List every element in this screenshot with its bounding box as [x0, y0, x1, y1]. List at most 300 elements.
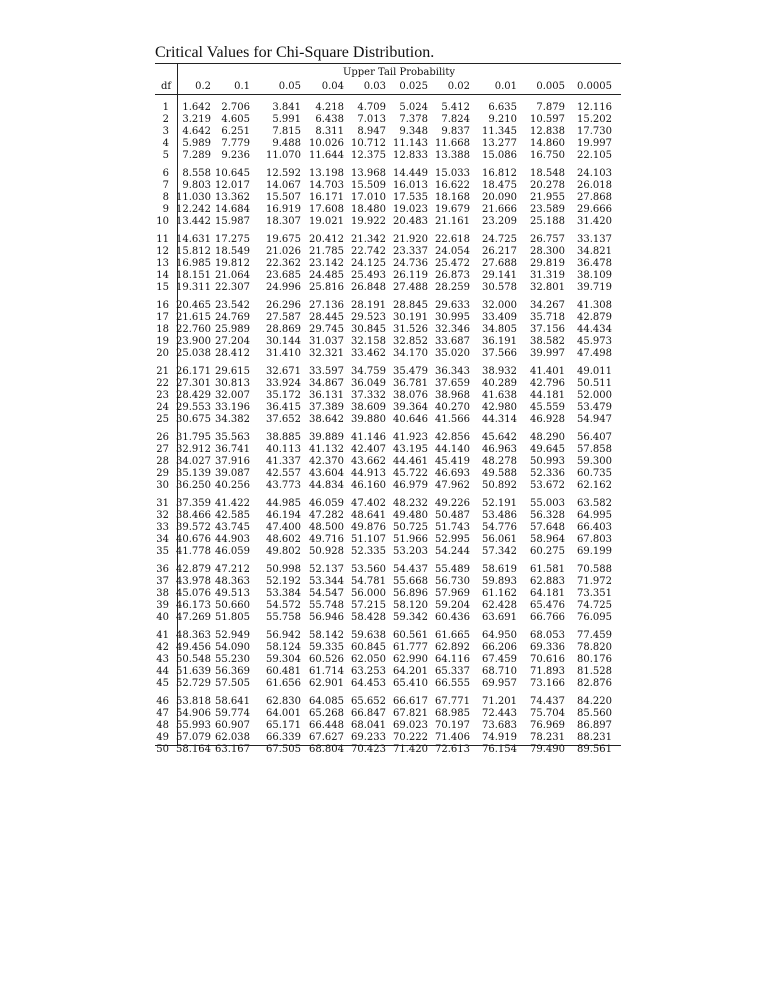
critical-value-cell: 36.343 — [435, 366, 470, 377]
critical-value-cell: 59.300 — [577, 456, 612, 467]
critical-value-cell: 9.348 — [399, 126, 428, 137]
critical-value-cell: 7.378 — [399, 114, 428, 125]
critical-value-cell: 71.893 — [530, 666, 565, 677]
critical-value-cell: 48.641 — [351, 510, 386, 521]
df-cell: 3 — [162, 126, 169, 137]
critical-value-cell: 71.201 — [482, 696, 517, 707]
df-cell: 44 — [156, 666, 169, 677]
critical-value-cell: 24.125 — [351, 258, 386, 269]
table-row — [155, 126, 621, 138]
critical-value-cell: 67.627 — [309, 732, 344, 743]
table-row — [155, 180, 621, 192]
critical-value-cell: 15.033 — [435, 168, 470, 179]
critical-value-cell: 37.332 — [351, 390, 386, 401]
critical-value-cell: 47.402 — [351, 498, 386, 509]
critical-value-cell: 15.812 — [176, 246, 211, 257]
critical-value-cell: 41.638 — [482, 390, 517, 401]
critical-value-cell: 46.963 — [482, 444, 517, 455]
df-cell: 27 — [156, 444, 169, 455]
critical-value-cell: 36.415 — [266, 402, 301, 413]
critical-value-cell: 72.443 — [482, 708, 517, 719]
table-row — [155, 366, 621, 378]
critical-value-cell: 63.582 — [577, 498, 612, 509]
critical-value-cell: 30.144 — [266, 336, 301, 347]
critical-value-cell: 49.011 — [577, 366, 612, 377]
critical-value-cell: 9.236 — [221, 150, 250, 161]
critical-value-cell: 18.548 — [530, 168, 565, 179]
df-cell: 34 — [156, 534, 169, 545]
critical-value-cell: 23.209 — [482, 216, 517, 227]
critical-value-cell: 29.666 — [577, 204, 612, 215]
df-cell: 37 — [156, 576, 169, 587]
critical-value-cell: 67.459 — [482, 654, 517, 665]
critical-value-cell: 26.873 — [435, 270, 470, 281]
critical-value-cell: 24.769 — [215, 312, 250, 323]
table-row — [155, 378, 621, 390]
table-row — [155, 612, 621, 624]
critical-value-cell: 70.588 — [577, 564, 612, 575]
critical-value-cell: 28.259 — [435, 282, 470, 293]
critical-value-cell: 47.282 — [309, 510, 344, 521]
critical-value-cell: 28.845 — [393, 300, 428, 311]
critical-value-cell: 20.465 — [176, 300, 211, 311]
df-cell: 36 — [156, 564, 169, 575]
critical-value-cell: 25.038 — [176, 348, 211, 359]
critical-value-cell: 20.278 — [530, 180, 565, 191]
critical-value-cell: 61.777 — [393, 642, 428, 653]
critical-value-cell: 34.805 — [482, 324, 517, 335]
critical-value-cell: 70.423 — [351, 744, 386, 755]
critical-value-cell: 20.090 — [482, 192, 517, 203]
df-cell: 23 — [156, 390, 169, 401]
critical-value-cell: 41.132 — [309, 444, 344, 455]
critical-value-cell: 66.206 — [482, 642, 517, 653]
table-row — [155, 498, 621, 510]
critical-value-cell: 32.912 — [176, 444, 211, 455]
critical-value-cell: 13.277 — [482, 138, 517, 149]
critical-value-cell: 50.892 — [482, 480, 517, 491]
critical-value-cell: 34.821 — [577, 246, 612, 257]
critical-value-cell: 46.059 — [215, 546, 250, 557]
critical-value-cell: 63.253 — [351, 666, 386, 677]
critical-value-cell: 61.656 — [266, 678, 301, 689]
critical-value-cell: 56.946 — [309, 612, 344, 623]
critical-value-cell: 48.232 — [393, 498, 428, 509]
critical-value-cell: 59.304 — [266, 654, 301, 665]
critical-value-cell: 37.389 — [309, 402, 344, 413]
critical-value-cell: 6.438 — [315, 114, 344, 125]
critical-value-cell: 21.955 — [530, 192, 565, 203]
critical-value-cell: 11.345 — [482, 126, 517, 137]
critical-value-cell: 16.013 — [393, 180, 428, 191]
critical-value-cell: 4.605 — [221, 114, 250, 125]
critical-value-cell: 40.256 — [215, 480, 250, 491]
critical-value-cell: 55.668 — [393, 576, 428, 587]
critical-value-cell: 59.638 — [351, 630, 386, 641]
critical-value-cell: 55.748 — [309, 600, 344, 611]
critical-value-cell: 49.876 — [351, 522, 386, 533]
critical-value-cell: 74.919 — [482, 732, 517, 743]
critical-value-cell: 44.314 — [482, 414, 517, 425]
table-row — [155, 480, 621, 492]
critical-value-cell: 37.652 — [266, 414, 301, 425]
critical-value-cell: 18.475 — [482, 180, 517, 191]
critical-value-cell: 72.613 — [435, 744, 470, 755]
critical-value-cell: 17.010 — [351, 192, 386, 203]
critical-value-cell: 27.688 — [482, 258, 517, 269]
df-cell: 30 — [156, 480, 169, 491]
critical-value-cell: 46.979 — [393, 480, 428, 491]
critical-value-cell: 14.449 — [393, 168, 428, 179]
critical-value-cell: 52.336 — [530, 468, 565, 479]
critical-value-cell: 26.018 — [577, 180, 612, 191]
table-row — [155, 102, 621, 114]
critical-value-cell: 62.892 — [435, 642, 470, 653]
critical-value-cell: 61.581 — [530, 564, 565, 575]
critical-value-cell: 9.803 — [182, 180, 211, 191]
table-row — [155, 336, 621, 348]
critical-value-cell: 54.547 — [309, 588, 344, 599]
critical-value-cell: 11.668 — [435, 138, 470, 149]
df-cell: 38 — [156, 588, 169, 599]
critical-value-cell: 69.336 — [530, 642, 565, 653]
critical-value-cell: 33.687 — [435, 336, 470, 347]
table-row — [155, 600, 621, 612]
table-row — [155, 654, 621, 666]
critical-value-cell: 33.462 — [351, 348, 386, 359]
critical-value-cell: 39.364 — [393, 402, 428, 413]
critical-value-cell: 18.307 — [266, 216, 301, 227]
df-cell: 16 — [156, 300, 169, 311]
critical-value-cell: 60.907 — [215, 720, 250, 731]
critical-value-cell: 9.837 — [441, 126, 470, 137]
table-row — [155, 258, 621, 270]
critical-value-cell: 66.555 — [435, 678, 470, 689]
critical-value-cell: 88.231 — [577, 732, 612, 743]
critical-value-cell: 25.472 — [435, 258, 470, 269]
critical-value-cell: 24.485 — [309, 270, 344, 281]
critical-value-cell: 65.268 — [309, 708, 344, 719]
critical-value-cell: 52.191 — [482, 498, 517, 509]
critical-value-cell: 7.879 — [536, 102, 565, 113]
critical-value-cell: 41.923 — [393, 432, 428, 443]
table-row — [155, 270, 621, 282]
critical-value-cell: 16.985 — [176, 258, 211, 269]
df-column-header: df — [160, 81, 172, 92]
critical-value-cell: 15.509 — [351, 180, 386, 191]
critical-value-cell: 53.479 — [577, 402, 612, 413]
critical-value-cell: 28.300 — [530, 246, 565, 257]
critical-value-cell: 17.608 — [309, 204, 344, 215]
critical-value-cell: 36.478 — [577, 258, 612, 269]
critical-value-cell: 50.725 — [393, 522, 428, 533]
critical-value-cell: 76.154 — [482, 744, 517, 755]
critical-value-cell: 23.542 — [215, 300, 250, 311]
critical-value-cell: 65.171 — [266, 720, 301, 731]
table-row — [155, 312, 621, 324]
critical-value-cell: 25.816 — [309, 282, 344, 293]
critical-value-cell: 89.561 — [577, 744, 612, 755]
critical-value-cell: 43.978 — [176, 576, 211, 587]
critical-value-cell: 12.833 — [393, 150, 428, 161]
critical-value-cell: 56.369 — [215, 666, 250, 677]
critical-value-cell: 10.712 — [351, 138, 386, 149]
critical-value-cell: 38.885 — [266, 432, 301, 443]
df-cell: 32 — [156, 510, 169, 521]
critical-value-cell: 56.730 — [435, 576, 470, 587]
critical-value-cell: 47.962 — [435, 480, 470, 491]
table-row — [155, 630, 621, 642]
critical-value-cell: 42.407 — [351, 444, 386, 455]
critical-value-cell: 34.759 — [351, 366, 386, 377]
critical-value-cell: 44.140 — [435, 444, 470, 455]
critical-value-cell: 4.709 — [357, 102, 386, 113]
critical-value-cell: 82.876 — [577, 678, 612, 689]
table-row — [155, 564, 621, 576]
critical-value-cell: 40.646 — [393, 414, 428, 425]
critical-value-cell: 27.488 — [393, 282, 428, 293]
critical-value-cell: 54.906 — [176, 708, 211, 719]
critical-value-cell: 57.342 — [482, 546, 517, 557]
critical-value-cell: 44.434 — [577, 324, 612, 335]
critical-value-cell: 42.585 — [215, 510, 250, 521]
table-row — [155, 414, 621, 426]
critical-value-cell: 26.296 — [266, 300, 301, 311]
df-cell: 9 — [162, 204, 169, 215]
critical-value-cell: 21.666 — [482, 204, 517, 215]
critical-value-cell: 59.335 — [309, 642, 344, 653]
critical-value-cell: 58.124 — [266, 642, 301, 653]
critical-value-cell: 23.142 — [309, 258, 344, 269]
critical-value-cell: 38.076 — [393, 390, 428, 401]
critical-value-cell: 35.479 — [393, 366, 428, 377]
critical-value-cell: 14.684 — [215, 204, 250, 215]
critical-value-cell: 60.561 — [393, 630, 428, 641]
critical-value-cell: 35.172 — [266, 390, 301, 401]
critical-value-cell: 25.989 — [215, 324, 250, 335]
critical-value-cell: 68.710 — [482, 666, 517, 677]
critical-value-cell: 60.735 — [577, 468, 612, 479]
critical-value-cell: 27.136 — [309, 300, 344, 311]
critical-value-cell: 75.704 — [530, 708, 565, 719]
critical-value-cell: 18.549 — [215, 246, 250, 257]
critical-value-cell: 26.848 — [351, 282, 386, 293]
critical-value-cell: 58.964 — [530, 534, 565, 545]
critical-value-cell: 62.050 — [351, 654, 386, 665]
critical-value-cell: 16.622 — [435, 180, 470, 191]
critical-value-cell: 56.407 — [577, 432, 612, 443]
critical-value-cell: 50.993 — [530, 456, 565, 467]
critical-value-cell: 17.275 — [215, 234, 250, 245]
critical-value-cell: 68.804 — [309, 744, 344, 755]
critical-value-cell: 50.998 — [266, 564, 301, 575]
critical-value-cell: 79.490 — [530, 744, 565, 755]
critical-value-cell: 36.741 — [215, 444, 250, 455]
critical-value-cell: 64.116 — [435, 654, 470, 665]
critical-value-cell: 14.631 — [176, 234, 211, 245]
probability-header: 0.025 — [399, 81, 428, 92]
critical-value-cell: 41.337 — [266, 456, 301, 467]
critical-value-cell: 54.776 — [482, 522, 517, 533]
critical-value-cell: 54.572 — [266, 600, 301, 611]
critical-value-cell: 7.815 — [272, 126, 301, 137]
critical-value-cell: 49.480 — [393, 510, 428, 521]
critical-value-cell: 7.824 — [441, 114, 470, 125]
df-cell: 20 — [156, 348, 169, 359]
critical-value-cell: 49.588 — [482, 468, 517, 479]
critical-value-cell: 61.714 — [309, 666, 344, 677]
critical-value-cell: 64.453 — [351, 678, 386, 689]
critical-value-cell: 60.481 — [266, 666, 301, 677]
critical-value-cell: 49.645 — [530, 444, 565, 455]
critical-value-cell: 15.507 — [266, 192, 301, 203]
critical-value-cell: 32.000 — [482, 300, 517, 311]
table-row — [155, 246, 621, 258]
critical-value-cell: 7.779 — [221, 138, 250, 149]
critical-value-cell: 36.781 — [393, 378, 428, 389]
critical-value-cell: 51.639 — [176, 666, 211, 677]
critical-value-cell: 22.742 — [351, 246, 386, 257]
critical-value-cell: 46.928 — [530, 414, 565, 425]
critical-value-cell: 4.642 — [182, 126, 211, 137]
df-cell: 39 — [156, 600, 169, 611]
table-row — [155, 678, 621, 690]
df-cell: 14 — [156, 270, 169, 281]
critical-value-cell: 5.024 — [399, 102, 428, 113]
critical-value-cell: 47.400 — [266, 522, 301, 533]
critical-value-cell: 30.578 — [482, 282, 517, 293]
critical-value-cell: 59.342 — [393, 612, 428, 623]
critical-value-cell: 66.403 — [577, 522, 612, 533]
critical-value-cell: 21.785 — [309, 246, 344, 257]
critical-value-cell: 51.743 — [435, 522, 470, 533]
critical-value-cell: 22.105 — [577, 150, 612, 161]
critical-value-cell: 41.422 — [215, 498, 250, 509]
critical-value-cell: 73.683 — [482, 720, 517, 731]
critical-value-cell: 29.553 — [176, 402, 211, 413]
critical-value-cell: 31.037 — [309, 336, 344, 347]
df-cell: 17 — [156, 312, 169, 323]
critical-value-cell: 23.589 — [530, 204, 565, 215]
critical-value-cell: 73.166 — [530, 678, 565, 689]
critical-value-cell: 18.480 — [351, 204, 386, 215]
critical-value-cell: 24.725 — [482, 234, 517, 245]
critical-value-cell: 23.685 — [266, 270, 301, 281]
critical-value-cell: 47.212 — [215, 564, 250, 575]
critical-value-cell: 78.820 — [577, 642, 612, 653]
critical-value-cell: 45.559 — [530, 402, 565, 413]
critical-value-cell: 50.548 — [176, 654, 211, 665]
critical-value-cell: 33.196 — [215, 402, 250, 413]
probability-header: 0.1 — [234, 81, 250, 92]
critical-value-cell: 35.563 — [215, 432, 250, 443]
critical-value-cell: 27.204 — [215, 336, 250, 347]
critical-value-cell: 48.278 — [482, 456, 517, 467]
critical-value-cell: 10.645 — [215, 168, 250, 179]
critical-value-cell: 15.202 — [577, 114, 612, 125]
df-cell: 2 — [162, 114, 169, 125]
critical-value-cell: 62.990 — [393, 654, 428, 665]
df-cell: 28 — [156, 456, 169, 467]
critical-value-cell: 35.020 — [435, 348, 470, 359]
critical-value-cell: 43.195 — [393, 444, 428, 455]
df-cell: 18 — [156, 324, 169, 335]
critical-value-cell: 47.269 — [176, 612, 211, 623]
critical-value-cell: 30.845 — [351, 324, 386, 335]
critical-value-cell: 46.173 — [176, 600, 211, 611]
critical-value-cell: 42.879 — [176, 564, 211, 575]
critical-value-cell: 55.993 — [176, 720, 211, 731]
critical-value-cell: 64.085 — [309, 696, 344, 707]
critical-value-cell: 64.181 — [530, 588, 565, 599]
critical-value-cell: 32.671 — [266, 366, 301, 377]
critical-value-cell: 71.420 — [393, 744, 428, 755]
critical-value-cell: 46.160 — [351, 480, 386, 491]
critical-value-cell: 52.192 — [266, 576, 301, 587]
df-cell: 15 — [156, 282, 169, 293]
critical-value-cell: 76.969 — [530, 720, 565, 731]
critical-value-cell: 64.201 — [393, 666, 428, 677]
critical-value-cell: 37.659 — [435, 378, 470, 389]
critical-value-cell: 18.151 — [176, 270, 211, 281]
critical-value-cell: 40.113 — [266, 444, 301, 455]
table-row — [155, 444, 621, 456]
critical-value-cell: 46.693 — [435, 468, 470, 479]
table-row — [155, 138, 621, 150]
critical-value-cell: 14.703 — [309, 180, 344, 191]
critical-value-cell: 66.617 — [393, 696, 428, 707]
critical-value-cell: 39.087 — [215, 468, 250, 479]
critical-value-cell: 37.566 — [482, 348, 517, 359]
critical-value-cell: 23.900 — [176, 336, 211, 347]
critical-value-cell: 48.290 — [530, 432, 565, 443]
critical-value-cell: 62.830 — [266, 696, 301, 707]
critical-value-cell: 54.244 — [435, 546, 470, 557]
critical-value-cell: 14.860 — [530, 138, 565, 149]
critical-value-cell: 69.957 — [482, 678, 517, 689]
critical-value-cell: 21.026 — [266, 246, 301, 257]
critical-value-cell: 56.896 — [393, 588, 428, 599]
critical-value-cell: 60.275 — [530, 546, 565, 557]
df-cell: 12 — [156, 246, 169, 257]
header-row — [155, 81, 621, 93]
critical-value-cell: 34.867 — [309, 378, 344, 389]
probability-header: 0.0005 — [577, 81, 612, 92]
critical-value-cell: 41.566 — [435, 414, 470, 425]
critical-value-cell: 55.489 — [435, 564, 470, 575]
critical-value-cell: 24.054 — [435, 246, 470, 257]
critical-value-cell: 64.995 — [577, 510, 612, 521]
critical-value-cell: 56.000 — [351, 588, 386, 599]
table-row — [155, 468, 621, 480]
critical-value-cell: 65.476 — [530, 600, 565, 611]
critical-value-cell: 21.342 — [351, 234, 386, 245]
critical-value-cell: 24.996 — [266, 282, 301, 293]
critical-value-cell: 16.919 — [266, 204, 301, 215]
critical-value-cell: 60.436 — [435, 612, 470, 623]
critical-value-cell: 38.466 — [176, 510, 211, 521]
bottom-rule — [155, 745, 621, 746]
df-cell: 1 — [162, 102, 169, 113]
critical-value-cell: 35.718 — [530, 312, 565, 323]
critical-value-cell: 42.980 — [482, 402, 517, 413]
critical-value-cell: 1.642 — [182, 102, 211, 113]
critical-value-cell: 9.488 — [272, 138, 301, 149]
critical-value-cell: 27.301 — [176, 378, 211, 389]
critical-value-cell: 59.774 — [215, 708, 250, 719]
critical-value-cell: 21.064 — [215, 270, 250, 281]
critical-value-cell: 84.220 — [577, 696, 612, 707]
